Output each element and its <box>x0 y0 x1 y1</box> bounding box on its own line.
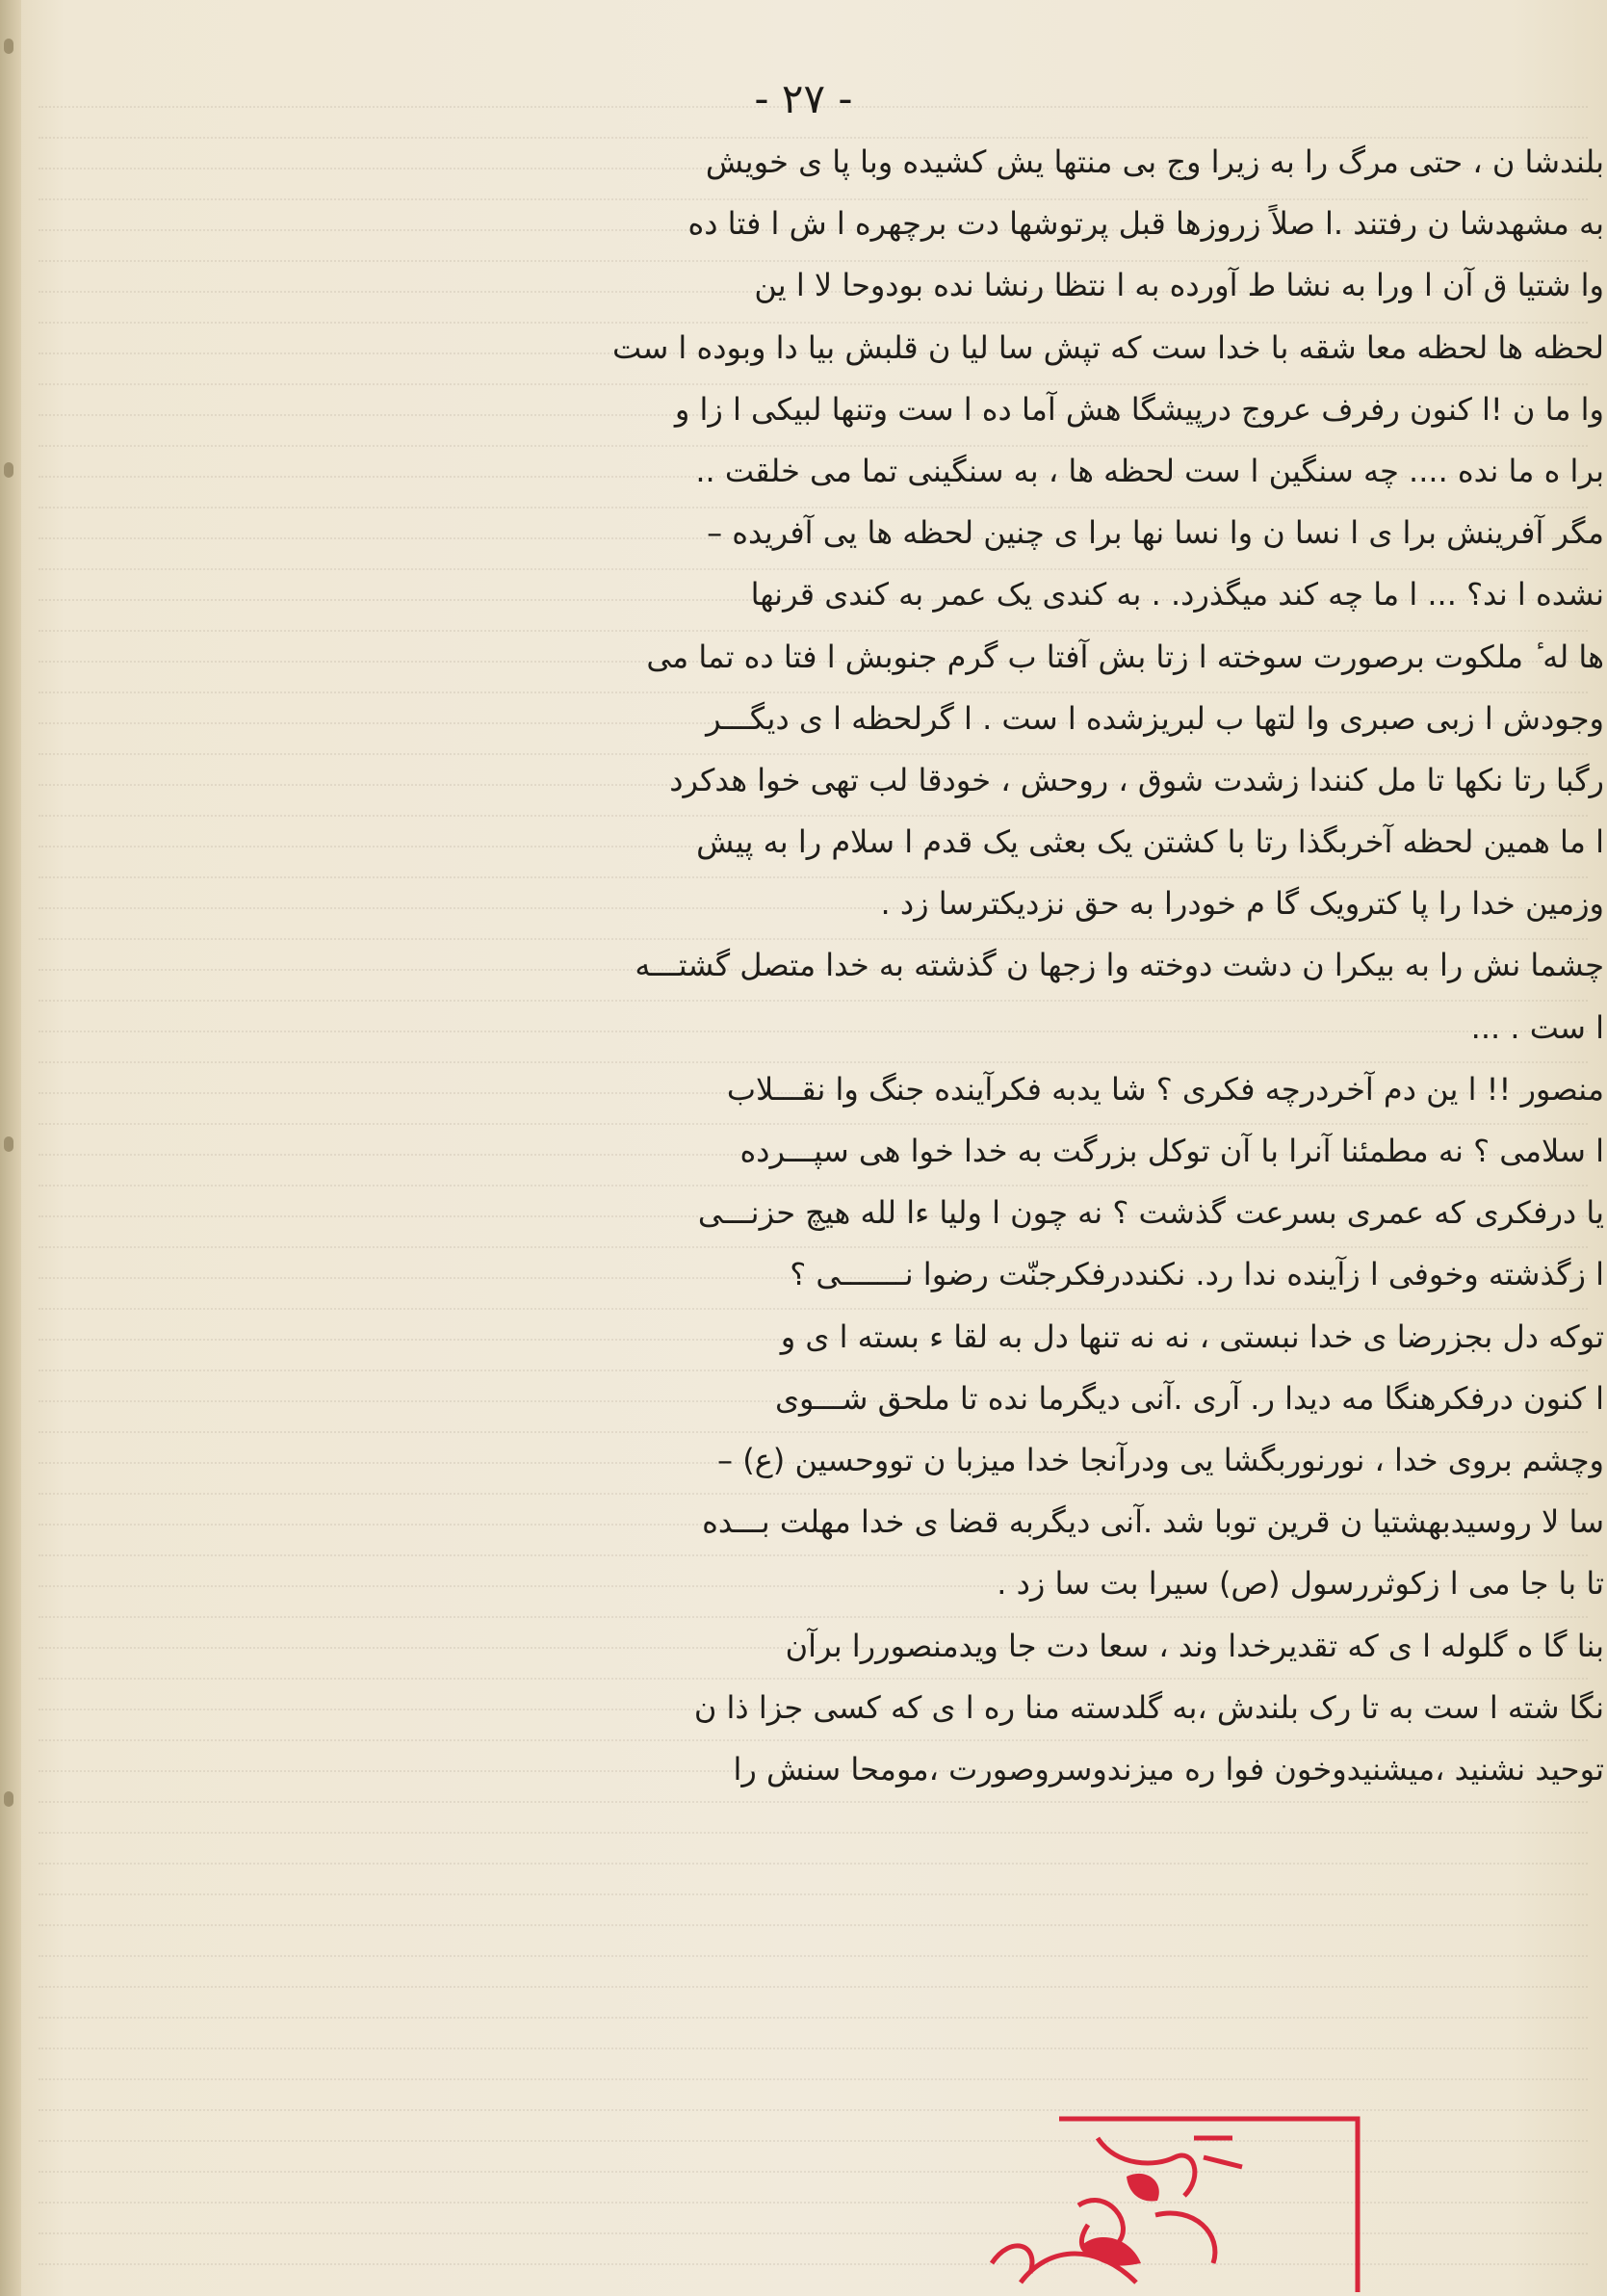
text-line: توحید نشنید ،میشنیدوخون فوا ره میزندوسروصورت ،مومحا سنش را <box>733 1750 1604 1787</box>
show-through-line <box>39 1832 1588 1843</box>
text-line: توکه دل بجزرضا ی خدا نبستی ، نه نه تنها دل به لقا ء بسته ا ی و <box>780 1318 1604 1355</box>
text-line: وا ما ن !ا کنون رفرف عروج درپیشگا هش آما ده ا ست وتنها لبیکی ا زا و <box>674 390 1604 428</box>
show-through-line <box>39 2078 1588 2090</box>
text-line: وزمین خدا را پا کترویک گا م خودرا به حق نزدیکترسا زد . <box>880 885 1604 923</box>
text-line: مگر آفرینش برا ی ا نسا ن وا نسا نها برا ی چنین لحظه ها یی آفریده – <box>707 514 1604 552</box>
text-line: برا ه ما نده .... چه سنگین ا ست لحظه ها ، به سنگینی تما می خلقت .. <box>695 452 1604 489</box>
binding-hole <box>4 1791 13 1807</box>
show-through-line <box>39 1955 1588 1967</box>
text-line: بلندشا ن ، حتی مرگ را به زیرا وج بی منتها یش کشیده وبا پا ی خویش <box>705 144 1604 180</box>
binding-edge <box>0 0 21 2296</box>
show-through-line <box>39 1986 1588 1997</box>
show-through-line <box>39 1924 1588 1936</box>
text-line: یا درفکری که عمری بسرعت گذشت ؟ نه چون ا ولیا ءا لله هیچ حزنـــی <box>697 1194 1604 1232</box>
text-line: نگا شته ا ست به تا رک بلندش ،به گلدسته منا ره ا ی که کسی جزا ذا ن <box>693 1688 1604 1726</box>
body-text <box>144 131 1604 1800</box>
text-line: به مشهدشا ن رفتند .ا صلاً زروزها قبل پرتوشها دت برچهره ا ش ا فتا ده <box>687 205 1604 243</box>
text-line: ا ما همین لحظه آخربگذا رتا با کشتن یک بعثی یک قدم ا سلام را به پیش <box>696 823 1604 861</box>
text-line: ا ست . ... <box>1470 1008 1604 1046</box>
text-line: چشما نش را به بیکرا ن دشت دوخته وا زجها ن گذشته به خدا متصل گشتـــه <box>635 947 1604 984</box>
text-line: رگبا رتا نکها تا مل کنندا زشدت شوق ، روحش ، خودقا لب تهی خوا هدکرد <box>669 761 1604 798</box>
text-line: ا سلامی ؟ نه مطمئنا آنرا با آن توکل بزرگت به خدا خوا هی سپـــرده <box>739 1133 1604 1169</box>
text-line: ا زگذشته وخوفی ا زآینده ندا رد. نکنددرفکرجنّت رضوا نـــــــی ؟ <box>790 1256 1604 1293</box>
show-through-line <box>39 2048 1588 2059</box>
text-line: نشده ا ند؟ ... ا ما چه کند میگذرد. . به کندی یک عمر به کندی قرنها <box>750 576 1604 613</box>
text-line: وا شتیا ق آن ا ورا به نشا ط آورده به ا نتظا رنشا نده بودوحا لا ا ین <box>754 267 1604 304</box>
show-through-line <box>39 1893 1588 1905</box>
text-line: وچشم بروی خدا ، نورنوربگشا یی ودرآنجا خدا میزبا ن تووحسین (ع) – <box>717 1441 1604 1478</box>
text-line: ا کنون درفکرهنگا مه دیدا ر. آری .آنی دیگرما نده تا ملحق شـــوی <box>774 1379 1604 1417</box>
text-line: لحظه ها لحظه معا شقه با خدا ست که تپش سا لیا ن قلبش بیا دا وبوده ا ست <box>612 328 1604 366</box>
text-line: منصور !! ا ین دم آخردرچه فکری ؟ شا یدبه فکرآینده جنگ وا نقـــلاب <box>726 1070 1604 1108</box>
text-line: سا لا روسیدبهشتیا ن قرین توبا شد .آنی دیگربه قضا ی خدا مهلت بـــده <box>702 1503 1604 1541</box>
show-through-line <box>39 2017 1588 2028</box>
show-through-line <box>39 1863 1588 1874</box>
binding-hole <box>4 462 13 478</box>
page-number: - ۲۷ - <box>754 75 853 122</box>
text-line: ها له ٔ ملکوت برصورت سوخته ا زتا بش آفتا ب گرم جنوبش ا فتا ده تما می <box>646 638 1604 675</box>
red-stamp-seal <box>905 2100 1387 2292</box>
text-line: تا با جا می ا زکوثررسول (ص) سیرا بت سا زد . <box>997 1565 1604 1603</box>
binding-hole <box>4 39 13 54</box>
text-line: بنا گا ه گلوله ا ی که تقدیرخدا وند ، سعا دت جا ویدمنصوررا برآن <box>785 1627 1604 1664</box>
binding-hole <box>4 1136 13 1152</box>
show-through-line <box>39 1801 1588 1813</box>
text-line: وجودش ا زبی صبری وا لتها ب لبریزشده ا ست . ا گرلحظه ا ی دیگـــر <box>706 699 1604 737</box>
